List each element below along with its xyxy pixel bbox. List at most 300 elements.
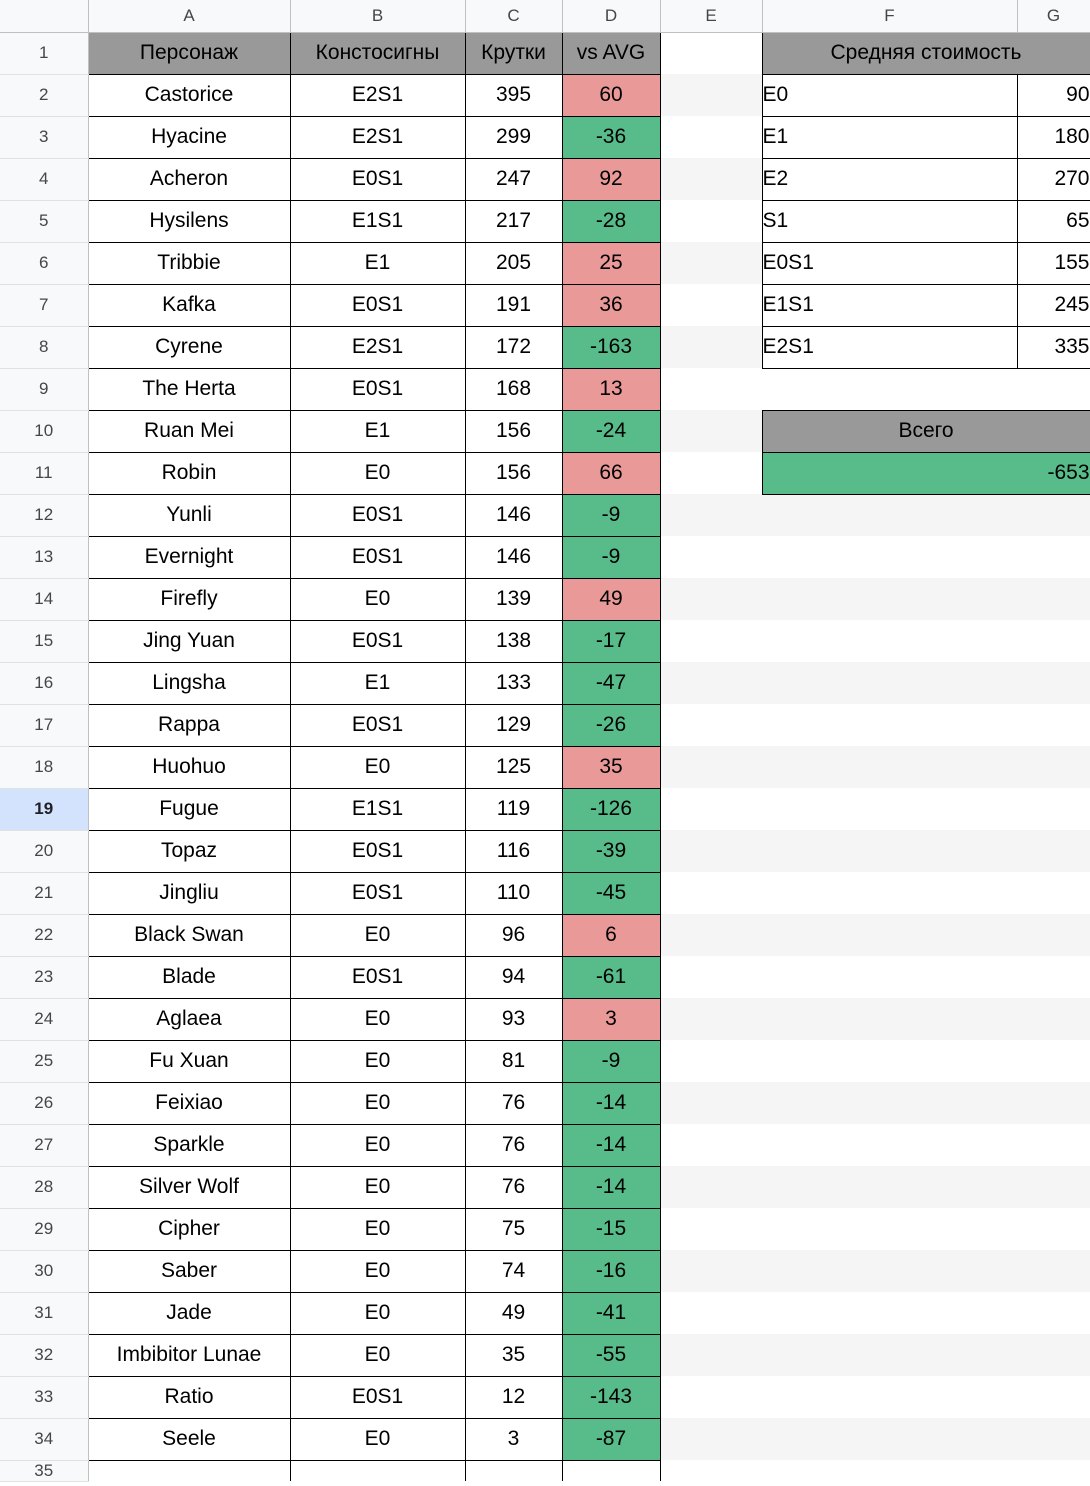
table-row[interactable] bbox=[0, 74, 1090, 116]
table-row[interactable] bbox=[0, 494, 1090, 536]
cell-constellations[interactable]: E0 bbox=[290, 578, 465, 620]
cell-vs-avg[interactable]: 3 bbox=[562, 998, 660, 1040]
avg-cost-label[interactable]: E0 bbox=[762, 74, 1017, 116]
cell-constellations[interactable]: E0 bbox=[290, 1208, 465, 1250]
row-header-13[interactable]: 13 bbox=[0, 536, 88, 578]
cell-constellations[interactable]: E1 bbox=[290, 662, 465, 704]
cell-pulls[interactable]: 172 bbox=[465, 326, 562, 368]
avg-cost-label[interactable]: E2S1 bbox=[762, 326, 1017, 368]
cell-vs-avg[interactable]: -16 bbox=[562, 1250, 660, 1292]
empty-cell-f[interactable] bbox=[762, 1292, 1017, 1334]
empty-cell-e[interactable] bbox=[660, 1124, 762, 1166]
row-header-28[interactable]: 28 bbox=[0, 1166, 88, 1208]
empty-cell-e[interactable] bbox=[660, 32, 762, 74]
empty-cell-f[interactable] bbox=[762, 368, 1017, 410]
avg-cost-label[interactable]: E2 bbox=[762, 158, 1017, 200]
empty-cell-e[interactable] bbox=[660, 284, 762, 326]
cell-character[interactable]: Saber bbox=[88, 1250, 290, 1292]
cell-character[interactable]: Lingsha bbox=[88, 662, 290, 704]
cell-pulls[interactable]: 247 bbox=[465, 158, 562, 200]
cell-constellations[interactable]: E0 bbox=[290, 746, 465, 788]
empty-cell-e[interactable] bbox=[660, 1376, 762, 1418]
cell-character[interactable] bbox=[88, 1460, 290, 1481]
cell-constellations[interactable]: E1 bbox=[290, 410, 465, 452]
cell-pulls[interactable]: 76 bbox=[465, 1082, 562, 1124]
row-header-3[interactable]: 3 bbox=[0, 116, 88, 158]
cell-constellations[interactable]: E0 bbox=[290, 914, 465, 956]
empty-cell-g[interactable] bbox=[1017, 872, 1090, 914]
cell-pulls[interactable]: 76 bbox=[465, 1124, 562, 1166]
table-row[interactable] bbox=[0, 284, 1090, 326]
table-row[interactable] bbox=[0, 956, 1090, 998]
cell-vs-avg[interactable]: -24 bbox=[562, 410, 660, 452]
cell-constellations[interactable]: E0S1 bbox=[290, 830, 465, 872]
row-header-5[interactable]: 5 bbox=[0, 200, 88, 242]
avg-cost-label[interactable]: E0S1 bbox=[762, 242, 1017, 284]
cell-pulls[interactable]: 138 bbox=[465, 620, 562, 662]
empty-cell-e[interactable] bbox=[660, 242, 762, 284]
row-header-8[interactable]: 8 bbox=[0, 326, 88, 368]
cell-vs-avg[interactable]: 36 bbox=[562, 284, 660, 326]
cell-pulls[interactable]: 156 bbox=[465, 410, 562, 452]
cell-character[interactable]: Hyacine bbox=[88, 116, 290, 158]
empty-cell-f[interactable] bbox=[762, 1418, 1017, 1460]
empty-cell-e[interactable] bbox=[660, 1460, 762, 1481]
cell-constellations[interactable]: E1 bbox=[290, 242, 465, 284]
row-header-4[interactable]: 4 bbox=[0, 158, 88, 200]
cell-character[interactable]: Seele bbox=[88, 1418, 290, 1460]
table-row[interactable] bbox=[0, 1166, 1090, 1208]
cell-constellations[interactable]: E0 bbox=[290, 452, 465, 494]
row-header-10[interactable]: 10 bbox=[0, 410, 88, 452]
cell-vs-avg[interactable]: 66 bbox=[562, 452, 660, 494]
column-header-e[interactable]: E bbox=[660, 0, 762, 32]
cell-character[interactable]: Firefly bbox=[88, 578, 290, 620]
empty-cell-e[interactable] bbox=[660, 452, 762, 494]
cell-pulls[interactable]: 133 bbox=[465, 662, 562, 704]
empty-cell-f[interactable] bbox=[762, 998, 1017, 1040]
cell-character[interactable]: Topaz bbox=[88, 830, 290, 872]
cell-pulls[interactable]: 3 bbox=[465, 1418, 562, 1460]
empty-cell-f[interactable] bbox=[762, 1208, 1017, 1250]
row-header-25[interactable]: 25 bbox=[0, 1040, 88, 1082]
cell-constellations[interactable]: E0 bbox=[290, 1292, 465, 1334]
cell-vs-avg[interactable]: -9 bbox=[562, 1040, 660, 1082]
cell-character[interactable]: Hysilens bbox=[88, 200, 290, 242]
cell-pulls[interactable]: 94 bbox=[465, 956, 562, 998]
cell-character[interactable]: Blade bbox=[88, 956, 290, 998]
cell-pulls[interactable]: 205 bbox=[465, 242, 562, 284]
empty-cell-e[interactable] bbox=[660, 1250, 762, 1292]
cell-constellations[interactable]: E0S1 bbox=[290, 494, 465, 536]
empty-cell-f[interactable] bbox=[762, 788, 1017, 830]
table-row[interactable] bbox=[0, 704, 1090, 746]
empty-cell-e[interactable] bbox=[660, 620, 762, 662]
cell-character[interactable]: Black Swan bbox=[88, 914, 290, 956]
empty-cell-e[interactable] bbox=[660, 662, 762, 704]
cell-constellations[interactable] bbox=[290, 1460, 465, 1481]
row-header-19[interactable]: 19 bbox=[0, 788, 88, 830]
cell-pulls[interactable]: 116 bbox=[465, 830, 562, 872]
column-header-d[interactable]: D bbox=[562, 0, 660, 32]
empty-cell-f[interactable] bbox=[762, 1376, 1017, 1418]
row-header-29[interactable]: 29 bbox=[0, 1208, 88, 1250]
cell-constellations[interactable]: E1S1 bbox=[290, 788, 465, 830]
cell-pulls[interactable]: 96 bbox=[465, 914, 562, 956]
cell-vs-avg[interactable]: 60 bbox=[562, 74, 660, 116]
cell-vs-avg[interactable]: -47 bbox=[562, 662, 660, 704]
cell-vs-avg[interactable]: 49 bbox=[562, 578, 660, 620]
empty-cell-e[interactable] bbox=[660, 788, 762, 830]
cell-pulls[interactable]: 146 bbox=[465, 494, 562, 536]
cell-character[interactable]: Castorice bbox=[88, 74, 290, 116]
empty-cell-f[interactable] bbox=[762, 872, 1017, 914]
column-header-b[interactable]: B bbox=[290, 0, 465, 32]
cell-character[interactable]: Jingliu bbox=[88, 872, 290, 914]
table-row[interactable] bbox=[0, 536, 1090, 578]
table-row[interactable] bbox=[0, 788, 1090, 830]
table-row[interactable] bbox=[0, 1208, 1090, 1250]
row-header-11[interactable]: 11 bbox=[0, 452, 88, 494]
empty-cell-e[interactable] bbox=[660, 1292, 762, 1334]
cell-pulls[interactable]: 299 bbox=[465, 116, 562, 158]
table-row[interactable] bbox=[0, 1250, 1090, 1292]
empty-cell-f[interactable] bbox=[762, 1166, 1017, 1208]
table-row[interactable] bbox=[0, 1334, 1090, 1376]
empty-cell-e[interactable] bbox=[660, 1082, 762, 1124]
empty-cell-e[interactable] bbox=[660, 578, 762, 620]
column-header-g[interactable]: G bbox=[1017, 0, 1090, 32]
row-header-12[interactable]: 12 bbox=[0, 494, 88, 536]
total-value[interactable]: -653 bbox=[762, 452, 1090, 494]
cell-constellations[interactable]: E0 bbox=[290, 1334, 465, 1376]
empty-cell-g[interactable] bbox=[1017, 536, 1090, 578]
cell-constellations[interactable]: E2S1 bbox=[290, 116, 465, 158]
empty-cell-e[interactable] bbox=[660, 1334, 762, 1376]
row-header-2[interactable]: 2 bbox=[0, 74, 88, 116]
cell-constellations[interactable]: E0S1 bbox=[290, 536, 465, 578]
empty-cell-e[interactable] bbox=[660, 704, 762, 746]
column-header-c[interactable]: C bbox=[465, 0, 562, 32]
table-row[interactable] bbox=[0, 242, 1090, 284]
empty-cell-g[interactable] bbox=[1017, 788, 1090, 830]
row-header-35[interactable]: 35 bbox=[0, 1460, 88, 1481]
cell-pulls[interactable]: 156 bbox=[465, 452, 562, 494]
cell-vs-avg[interactable]: -39 bbox=[562, 830, 660, 872]
cell-character[interactable]: Fugue bbox=[88, 788, 290, 830]
avg-cost-value[interactable]: 245 bbox=[1017, 284, 1090, 326]
empty-cell-e[interactable] bbox=[660, 1040, 762, 1082]
table-row[interactable] bbox=[0, 830, 1090, 872]
table-row[interactable] bbox=[0, 1040, 1090, 1082]
row-header-22[interactable]: 22 bbox=[0, 914, 88, 956]
empty-cell-g[interactable] bbox=[1017, 1082, 1090, 1124]
empty-cell-f[interactable] bbox=[762, 1334, 1017, 1376]
cell-constellations[interactable]: E0 bbox=[290, 1250, 465, 1292]
row-header-18[interactable]: 18 bbox=[0, 746, 88, 788]
cell-constellations[interactable]: E0S1 bbox=[290, 1376, 465, 1418]
cell-character[interactable]: Cipher bbox=[88, 1208, 290, 1250]
cell-character[interactable]: Aglaea bbox=[88, 998, 290, 1040]
empty-cell-g[interactable] bbox=[1017, 704, 1090, 746]
empty-cell-e[interactable] bbox=[660, 494, 762, 536]
cell-constellations[interactable]: E2S1 bbox=[290, 74, 465, 116]
avg-cost-value[interactable]: 270 bbox=[1017, 158, 1090, 200]
cell-vs-avg[interactable] bbox=[562, 1460, 660, 1481]
cell-character[interactable]: The Herta bbox=[88, 368, 290, 410]
cell-constellations[interactable]: E0 bbox=[290, 1166, 465, 1208]
avg-cost-value[interactable]: 65 bbox=[1017, 200, 1090, 242]
empty-cell-e[interactable] bbox=[660, 1166, 762, 1208]
row-header-31[interactable]: 31 bbox=[0, 1292, 88, 1334]
cell-vs-avg[interactable]: -61 bbox=[562, 956, 660, 998]
cell-pulls[interactable]: 12 bbox=[465, 1376, 562, 1418]
cell-pulls[interactable]: 74 bbox=[465, 1250, 562, 1292]
row-header-26[interactable]: 26 bbox=[0, 1082, 88, 1124]
empty-cell-f[interactable] bbox=[762, 704, 1017, 746]
cell-vs-avg[interactable]: -17 bbox=[562, 620, 660, 662]
cell-pulls[interactable]: 49 bbox=[465, 1292, 562, 1334]
table-row[interactable] bbox=[0, 116, 1090, 158]
table-row[interactable] bbox=[0, 662, 1090, 704]
table-row[interactable] bbox=[0, 452, 1090, 494]
row-header-17[interactable]: 17 bbox=[0, 704, 88, 746]
cell-vs-avg[interactable]: 25 bbox=[562, 242, 660, 284]
empty-cell-e[interactable] bbox=[660, 536, 762, 578]
empty-cell-e[interactable] bbox=[660, 116, 762, 158]
row-header-32[interactable]: 32 bbox=[0, 1334, 88, 1376]
empty-cell-f[interactable] bbox=[762, 536, 1017, 578]
cell-vs-avg[interactable]: -36 bbox=[562, 116, 660, 158]
empty-cell-e[interactable] bbox=[660, 998, 762, 1040]
table-row[interactable] bbox=[0, 746, 1090, 788]
table-row[interactable] bbox=[0, 620, 1090, 662]
cell-constellations[interactable]: E2S1 bbox=[290, 326, 465, 368]
empty-cell-e[interactable] bbox=[660, 872, 762, 914]
row-header-7[interactable]: 7 bbox=[0, 284, 88, 326]
empty-cell-e[interactable] bbox=[660, 158, 762, 200]
cell-character[interactable]: Tribbie bbox=[88, 242, 290, 284]
table-row[interactable] bbox=[0, 872, 1090, 914]
table-row[interactable] bbox=[0, 1418, 1090, 1460]
empty-cell-f[interactable] bbox=[762, 914, 1017, 956]
cell-character[interactable]: Rappa bbox=[88, 704, 290, 746]
empty-cell-f[interactable] bbox=[762, 1250, 1017, 1292]
row-header-6[interactable]: 6 bbox=[0, 242, 88, 284]
avg-cost-label[interactable]: E1S1 bbox=[762, 284, 1017, 326]
cell-pulls[interactable]: 191 bbox=[465, 284, 562, 326]
empty-cell-g[interactable] bbox=[1017, 956, 1090, 998]
empty-cell-g[interactable] bbox=[1017, 494, 1090, 536]
row-header-15[interactable]: 15 bbox=[0, 620, 88, 662]
cell-pulls[interactable]: 146 bbox=[465, 536, 562, 578]
cell-vs-avg[interactable]: 35 bbox=[562, 746, 660, 788]
row-header-33[interactable]: 33 bbox=[0, 1376, 88, 1418]
empty-cell-e[interactable] bbox=[660, 368, 762, 410]
column-header-a[interactable]: A bbox=[88, 0, 290, 32]
empty-cell-g[interactable] bbox=[1017, 1376, 1090, 1418]
empty-cell-f[interactable] bbox=[762, 620, 1017, 662]
cell-character[interactable]: Feixiao bbox=[88, 1082, 290, 1124]
empty-cell-f[interactable] bbox=[762, 1040, 1017, 1082]
table-row[interactable] bbox=[0, 578, 1090, 620]
cell-character[interactable]: Ruan Mei bbox=[88, 410, 290, 452]
cell-pulls[interactable]: 93 bbox=[465, 998, 562, 1040]
avg-cost-value[interactable]: 155 bbox=[1017, 242, 1090, 284]
cell-vs-avg[interactable]: -9 bbox=[562, 536, 660, 578]
empty-cell-e[interactable] bbox=[660, 200, 762, 242]
avg-cost-value[interactable]: 335 bbox=[1017, 326, 1090, 368]
table-row[interactable] bbox=[0, 914, 1090, 956]
empty-cell-e[interactable] bbox=[660, 410, 762, 452]
empty-cell-f[interactable] bbox=[762, 956, 1017, 998]
cell-vs-avg[interactable]: -15 bbox=[562, 1208, 660, 1250]
cell-pulls[interactable]: 119 bbox=[465, 788, 562, 830]
row-header-30[interactable]: 30 bbox=[0, 1250, 88, 1292]
cell-vs-avg[interactable]: -45 bbox=[562, 872, 660, 914]
cell-pulls[interactable]: 35 bbox=[465, 1334, 562, 1376]
avg-cost-value[interactable]: 90 bbox=[1017, 74, 1090, 116]
empty-cell-f[interactable] bbox=[762, 830, 1017, 872]
empty-cell-g[interactable] bbox=[1017, 662, 1090, 704]
cell-vs-avg[interactable]: -9 bbox=[562, 494, 660, 536]
cell-character[interactable]: Jade bbox=[88, 1292, 290, 1334]
table-row[interactable] bbox=[0, 1124, 1090, 1166]
table-row[interactable] bbox=[0, 326, 1090, 368]
row-header-21[interactable]: 21 bbox=[0, 872, 88, 914]
empty-cell-f[interactable] bbox=[762, 662, 1017, 704]
cell-pulls[interactable]: 217 bbox=[465, 200, 562, 242]
cell-constellations[interactable]: E0 bbox=[290, 1082, 465, 1124]
empty-cell-g[interactable] bbox=[1017, 1166, 1090, 1208]
empty-cell-e[interactable] bbox=[660, 326, 762, 368]
table-row[interactable] bbox=[0, 158, 1090, 200]
table-row[interactable] bbox=[0, 200, 1090, 242]
cell-pulls[interactable]: 81 bbox=[465, 1040, 562, 1082]
cell-vs-avg[interactable]: -163 bbox=[562, 326, 660, 368]
cell-pulls[interactable]: 139 bbox=[465, 578, 562, 620]
empty-cell-g[interactable] bbox=[1017, 998, 1090, 1040]
empty-cell-e[interactable] bbox=[660, 830, 762, 872]
cell-character[interactable]: Evernight bbox=[88, 536, 290, 578]
empty-cell-e[interactable] bbox=[660, 956, 762, 998]
cell-constellations[interactable]: E0 bbox=[290, 1040, 465, 1082]
empty-cell-g[interactable] bbox=[1017, 830, 1090, 872]
cell-pulls[interactable]: 76 bbox=[465, 1166, 562, 1208]
empty-cell-g[interactable] bbox=[1017, 1208, 1090, 1250]
cell-constellations[interactable]: E0 bbox=[290, 998, 465, 1040]
row-header-24[interactable]: 24 bbox=[0, 998, 88, 1040]
table-row[interactable] bbox=[0, 1082, 1090, 1124]
empty-cell-g[interactable] bbox=[1017, 914, 1090, 956]
cell-vs-avg[interactable]: -87 bbox=[562, 1418, 660, 1460]
empty-cell-f[interactable] bbox=[762, 746, 1017, 788]
table-row-partial[interactable] bbox=[0, 1460, 1090, 1481]
cell-constellations[interactable]: E1S1 bbox=[290, 200, 465, 242]
avg-cost-label[interactable]: E1 bbox=[762, 116, 1017, 158]
empty-cell-f[interactable] bbox=[762, 578, 1017, 620]
cell-character[interactable]: Silver Wolf bbox=[88, 1166, 290, 1208]
cell-character[interactable]: Kafka bbox=[88, 284, 290, 326]
empty-cell-e[interactable] bbox=[660, 914, 762, 956]
empty-cell-f[interactable] bbox=[762, 1082, 1017, 1124]
cell-vs-avg[interactable]: -14 bbox=[562, 1082, 660, 1124]
cell-character[interactable]: Cyrene bbox=[88, 326, 290, 368]
empty-cell-g[interactable] bbox=[1017, 620, 1090, 662]
column-header-f[interactable]: F bbox=[762, 0, 1017, 32]
cell-character[interactable]: Fu Xuan bbox=[88, 1040, 290, 1082]
cell-vs-avg[interactable]: -143 bbox=[562, 1376, 660, 1418]
cell-constellations[interactable]: E0 bbox=[290, 1418, 465, 1460]
empty-cell-f[interactable] bbox=[762, 1124, 1017, 1166]
cell-constellations[interactable]: E0S1 bbox=[290, 284, 465, 326]
cell-vs-avg[interactable]: -55 bbox=[562, 1334, 660, 1376]
row-header-9[interactable]: 9 bbox=[0, 368, 88, 410]
cell-constellations[interactable]: E0S1 bbox=[290, 704, 465, 746]
row-header-16[interactable]: 16 bbox=[0, 662, 88, 704]
empty-cell-g[interactable] bbox=[1017, 1250, 1090, 1292]
empty-cell-e[interactable] bbox=[660, 1208, 762, 1250]
cell-pulls[interactable]: 75 bbox=[465, 1208, 562, 1250]
row-header-27[interactable]: 27 bbox=[0, 1124, 88, 1166]
cell-pulls[interactable]: 129 bbox=[465, 704, 562, 746]
cell-character[interactable]: Robin bbox=[88, 452, 290, 494]
cell-vs-avg[interactable]: -14 bbox=[562, 1124, 660, 1166]
empty-cell-e[interactable] bbox=[660, 1418, 762, 1460]
empty-cell-g[interactable] bbox=[1017, 1460, 1090, 1481]
empty-cell-g[interactable] bbox=[1017, 368, 1090, 410]
cell-character[interactable]: Jing Yuan bbox=[88, 620, 290, 662]
table-row[interactable] bbox=[0, 1292, 1090, 1334]
avg-cost-value[interactable]: 180 bbox=[1017, 116, 1090, 158]
cell-vs-avg[interactable]: -28 bbox=[562, 200, 660, 242]
empty-cell-g[interactable] bbox=[1017, 1418, 1090, 1460]
empty-cell-g[interactable] bbox=[1017, 1040, 1090, 1082]
table-row[interactable] bbox=[0, 368, 1090, 410]
cell-character[interactable]: Imbibitor Lunae bbox=[88, 1334, 290, 1376]
cell-pulls[interactable]: 168 bbox=[465, 368, 562, 410]
cell-constellations[interactable]: E0S1 bbox=[290, 368, 465, 410]
table-row[interactable] bbox=[0, 1376, 1090, 1418]
cell-pulls[interactable]: 395 bbox=[465, 74, 562, 116]
empty-cell-g[interactable] bbox=[1017, 746, 1090, 788]
empty-cell-g[interactable] bbox=[1017, 578, 1090, 620]
cell-constellations[interactable]: E0 bbox=[290, 1124, 465, 1166]
cell-character[interactable]: Sparkle bbox=[88, 1124, 290, 1166]
row-header-34[interactable]: 34 bbox=[0, 1418, 88, 1460]
cell-constellations[interactable]: E0S1 bbox=[290, 158, 465, 200]
select-all-corner[interactable] bbox=[0, 0, 88, 32]
empty-cell-e[interactable] bbox=[660, 746, 762, 788]
empty-cell-f[interactable] bbox=[762, 494, 1017, 536]
cell-vs-avg[interactable]: 92 bbox=[562, 158, 660, 200]
empty-cell-f[interactable] bbox=[762, 1460, 1017, 1481]
cell-character[interactable]: Acheron bbox=[88, 158, 290, 200]
cell-constellations[interactable]: E0S1 bbox=[290, 620, 465, 662]
cell-constellations[interactable]: E0S1 bbox=[290, 956, 465, 998]
empty-cell-g[interactable] bbox=[1017, 1334, 1090, 1376]
empty-cell-e[interactable] bbox=[660, 74, 762, 116]
row-header-14[interactable]: 14 bbox=[0, 578, 88, 620]
cell-pulls[interactable]: 110 bbox=[465, 872, 562, 914]
cell-pulls[interactable]: 125 bbox=[465, 746, 562, 788]
cell-vs-avg[interactable]: -14 bbox=[562, 1166, 660, 1208]
cell-constellations[interactable]: E0S1 bbox=[290, 872, 465, 914]
cell-character[interactable]: Ratio bbox=[88, 1376, 290, 1418]
cell-character[interactable]: Yunli bbox=[88, 494, 290, 536]
empty-cell-g[interactable] bbox=[1017, 1124, 1090, 1166]
empty-cell-g[interactable] bbox=[1017, 1292, 1090, 1334]
